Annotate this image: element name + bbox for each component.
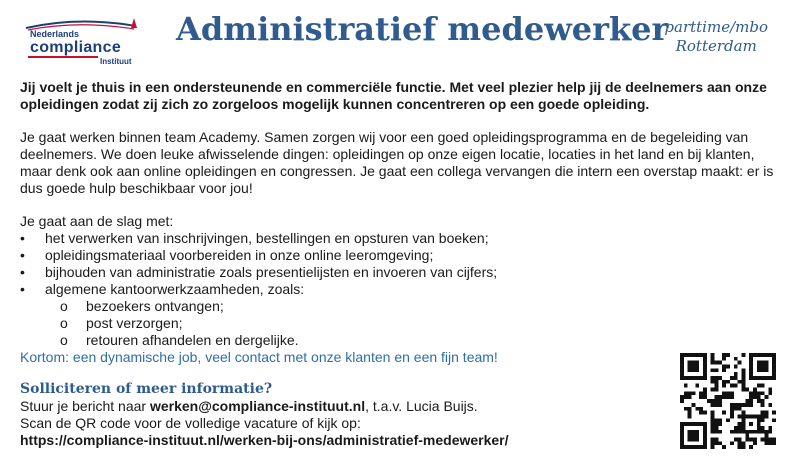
contact-line-email [20, 398, 780, 415]
bullet-icon: • [20, 230, 25, 246]
task-subitem-text: bezoekers ontvangen; [86, 298, 224, 314]
contact-prefix: Stuur je bericht naar [20, 398, 150, 414]
contact-suffix: , t.a.v. Lucia Buijs. [365, 398, 478, 414]
task-subitem [60, 315, 780, 332]
contact-heading: Solliciteren of meer informatie? [20, 381, 273, 397]
sub-bullet-icon: o [60, 332, 68, 348]
task-text: het verwerken van inschrijvingen, bestellingen en opsturen van boeken; [45, 230, 489, 246]
qr-code-icon[interactable] [680, 353, 776, 449]
task-text: opleidingsmateriaal voorbereiden in onze online leeromgeving; [45, 247, 434, 263]
task-subitem-text: retouren afhandelen en dergelijke. [86, 332, 299, 348]
tasks-heading: Je gaat aan de slag met: [20, 213, 174, 229]
contact-line-qr: Scan de QR code voor de volledige vacature of kijk op: [20, 415, 361, 431]
logo-text-instituut: Instituut [100, 57, 132, 66]
bullet-icon: • [20, 264, 25, 280]
task-subitem-text: post verzorgen; [86, 315, 183, 331]
company-logo[interactable] [18, 12, 148, 64]
task-item [20, 247, 780, 264]
sub-bullet-icon: o [60, 315, 68, 331]
email-link[interactable]: werken@compliance-instituut.nl [149, 398, 366, 414]
task-text: algemene kantoorwerkzaamheden, zoals: [45, 281, 305, 297]
task-subitem [60, 298, 780, 315]
vacancy-url-link[interactable]: https://compliance-instituut.nl/werken-bij-ons/administratief-medewerker/ [20, 432, 509, 448]
vacancy-body [20, 79, 780, 449]
page-title: Administratief medewerker [176, 10, 669, 48]
task-item [20, 230, 780, 247]
job-meta [664, 18, 768, 56]
task-list [20, 230, 780, 349]
task-item [20, 281, 780, 349]
task-text: bijhouden van administratie zoals presentielijsten en invoeren van cijfers; [45, 264, 498, 280]
sub-bullet-icon: o [60, 298, 68, 314]
description-paragraph: Je gaat werken binnen team Academy. Samen zorgen wij voor een goed opleidingsprogramma en de begeleiding van deelnemers. We doen leuke afwisselende dingen: opleidingen op onze eigen locatie, locaties in het land en bij klanten, maar denk ook aan online opleidingen en congressen. Je gaat een collega vervangen die intern een overstap maakt: er is dus goede hulp beschikbaar voor jou! [20, 129, 774, 196]
bullet-icon: • [20, 247, 25, 263]
job-type: parttime/mbo [664, 18, 768, 36]
intro-paragraph: Jij voelt je thuis in een ondersteunende en commerciële functie. Met veel plezier help jij de deelnemers aan onze opleidingen zodat zij zich zo zorgeloos mogelijk kunnen concentreren op een goede opleiding. [20, 79, 767, 112]
bullet-icon: • [20, 281, 25, 297]
summary-line: Kortom: een dynamische job, veel contact met onze klanten en een fijn team! [20, 349, 498, 365]
job-location: Rotterdam [675, 37, 757, 55]
task-subitem [60, 332, 780, 349]
logo-text-nederlands: Nederlands [30, 29, 80, 39]
task-item [20, 264, 780, 281]
logo-text-compliance: compliance [30, 39, 122, 56]
task-sublist [45, 298, 780, 349]
